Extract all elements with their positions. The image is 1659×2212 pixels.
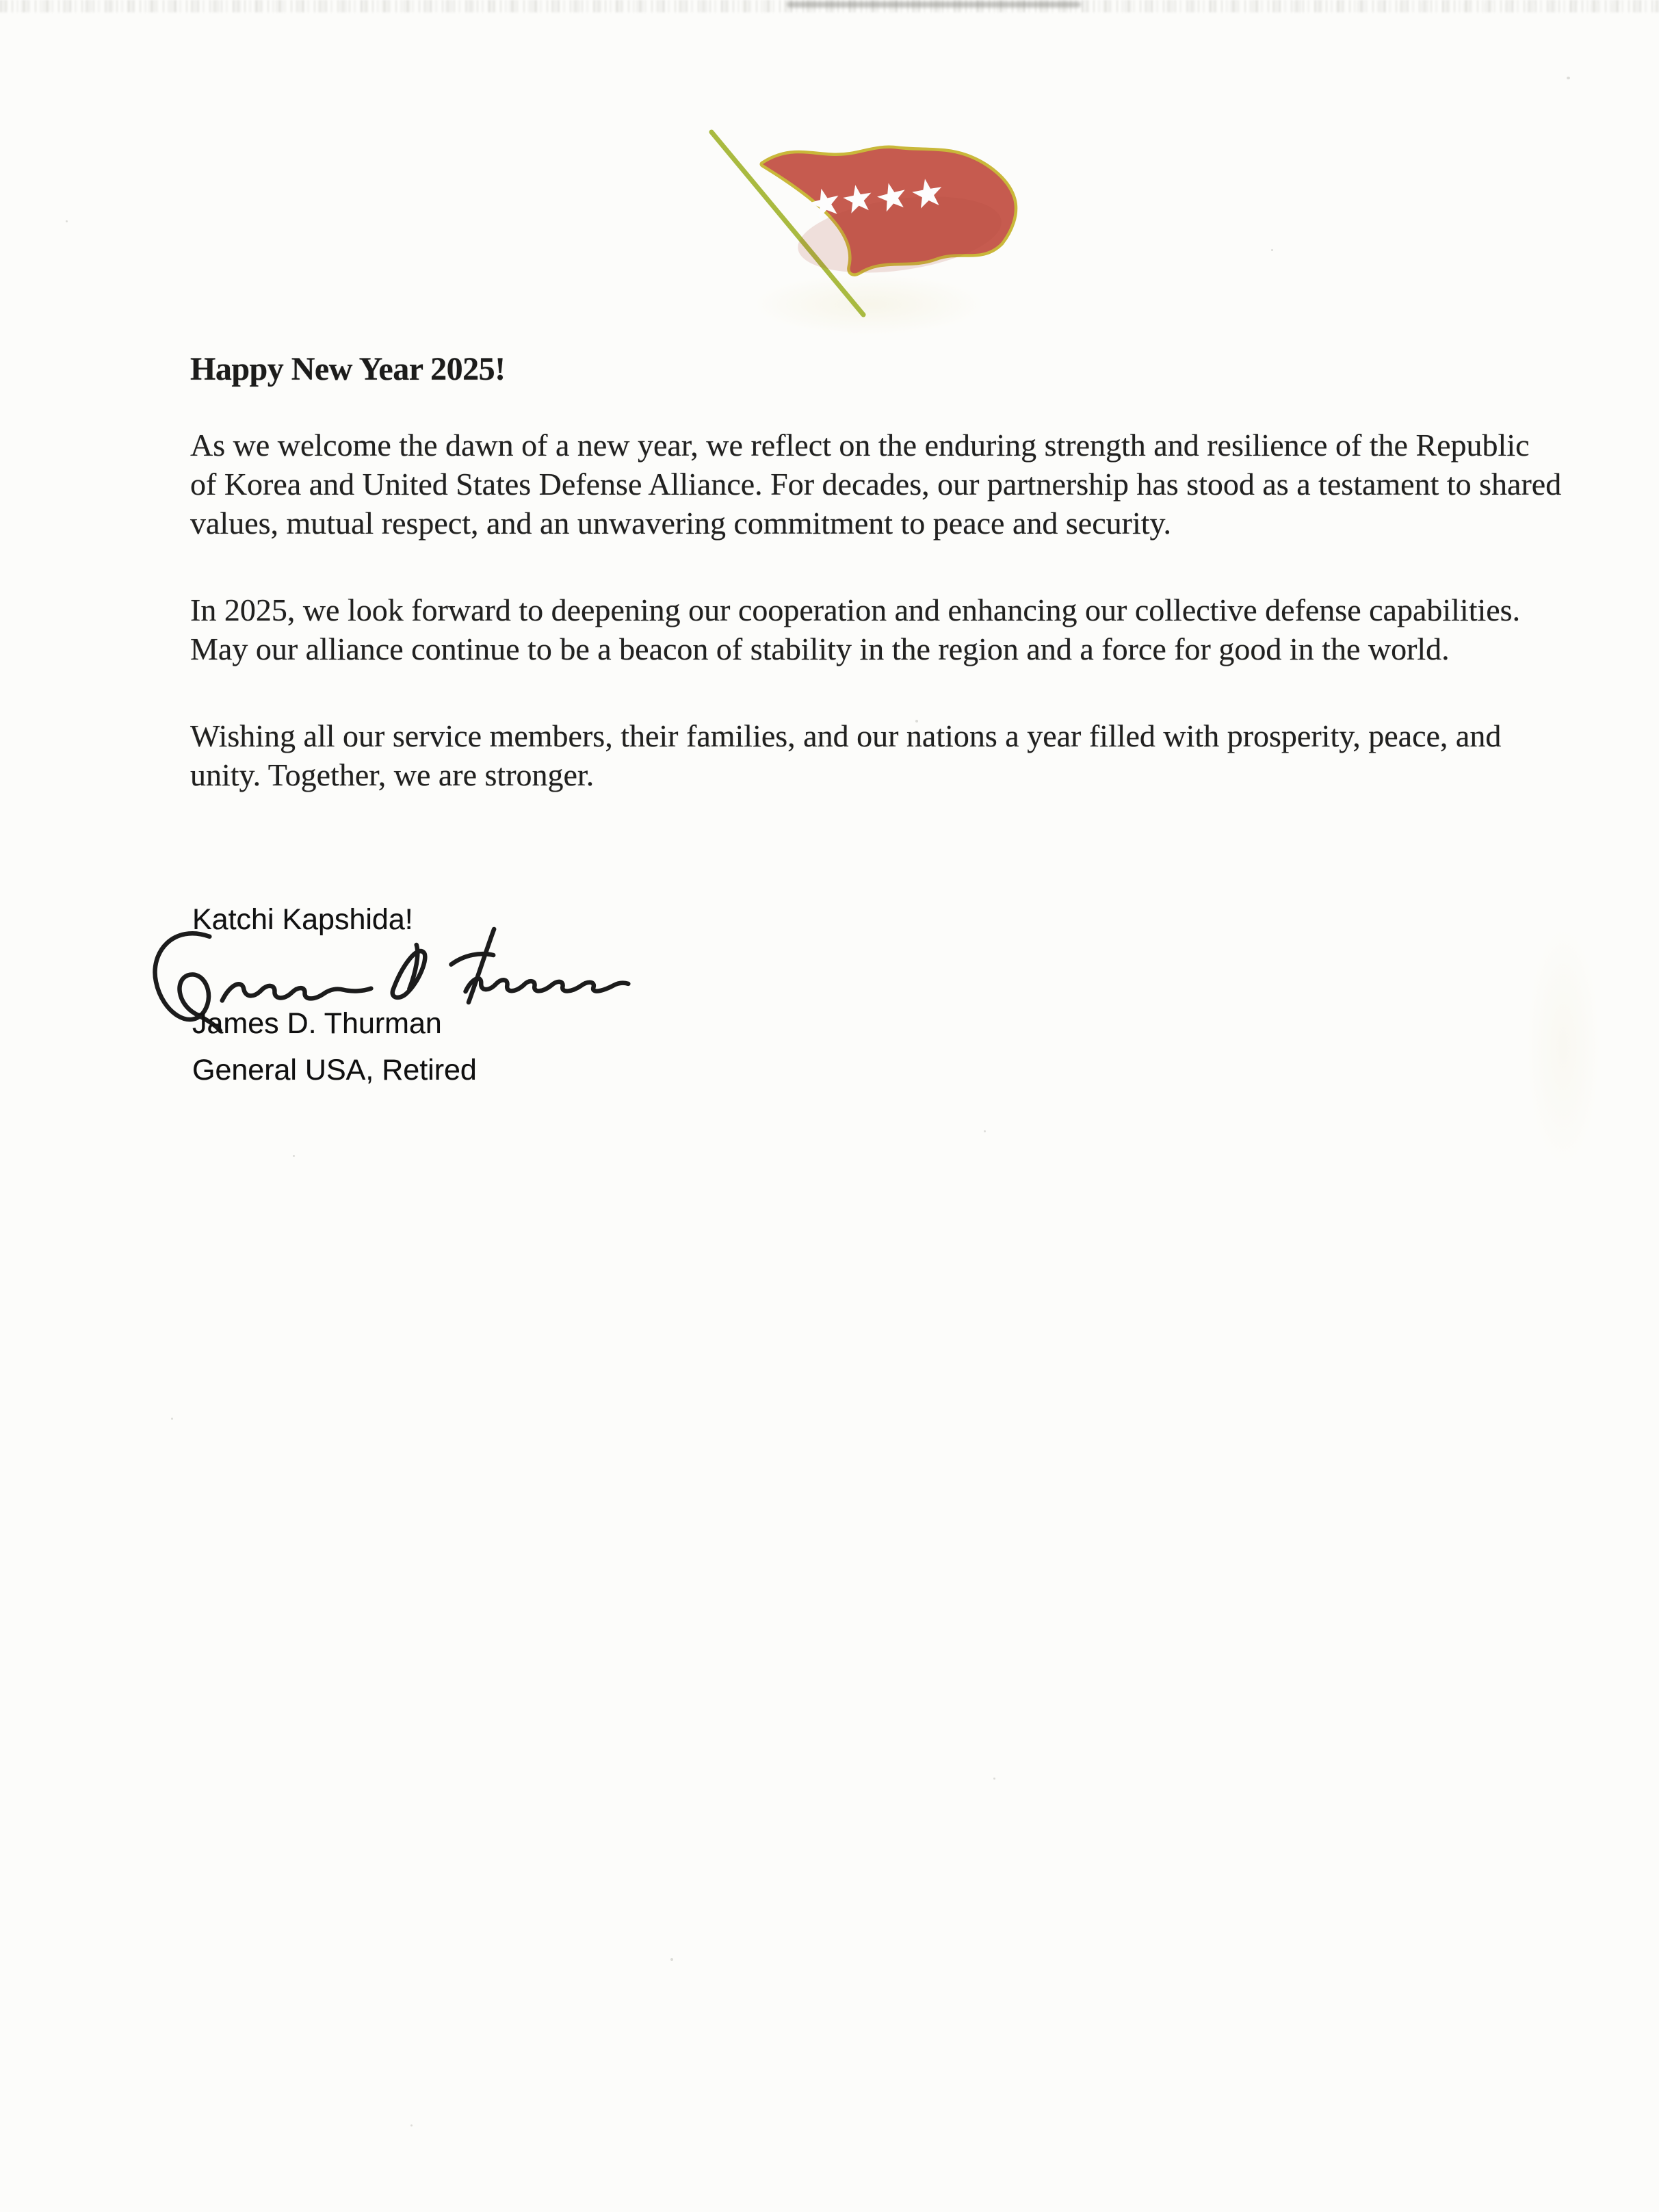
letter-heading: Happy New Year 2025! <box>190 351 506 387</box>
scan-artifact <box>1526 924 1601 1170</box>
scan-artifact <box>1567 77 1570 79</box>
closing-salutation: Katchi Kapshida! <box>192 903 413 936</box>
scan-artifact <box>787 1 1081 8</box>
letter-paragraph: In 2025, we look forward to deepening our cooperation and enhancing our collective defense capabilities. May our alliance continue to be a beacon of stability in the region and a force for good in the world. <box>190 593 1521 666</box>
scan-artifact <box>993 1778 995 1780</box>
scan-artifact <box>1271 249 1273 251</box>
scan-artifact <box>410 2124 413 2126</box>
scan-artifact <box>984 1130 986 1132</box>
letter-paragraph: Wishing all our service members, their families, and our nations a year filled with prosperity, peace, and unity. Together, we are stronger. <box>190 718 1502 792</box>
scan-artifact <box>670 1958 673 1961</box>
four-star-flag-icon <box>694 127 1036 325</box>
signatory-title: General USA, Retired <box>192 1054 477 1087</box>
scan-artifact <box>171 1418 173 1420</box>
letter-body <box>190 426 1562 842</box>
scan-artifact <box>293 1155 295 1157</box>
signatory-name: James D. Thurman <box>192 1007 442 1040</box>
letter-paragraph: As we welcome the dawn of a new year, we reflect on the enduring strength and resilience of the Republic of Korea and United States Defense Alliance. For decades, our partnership has stood as a testament to shared values, mutual respect, and an unwavering commitment to peace and security. <box>190 428 1562 541</box>
scan-artifact <box>66 220 68 222</box>
